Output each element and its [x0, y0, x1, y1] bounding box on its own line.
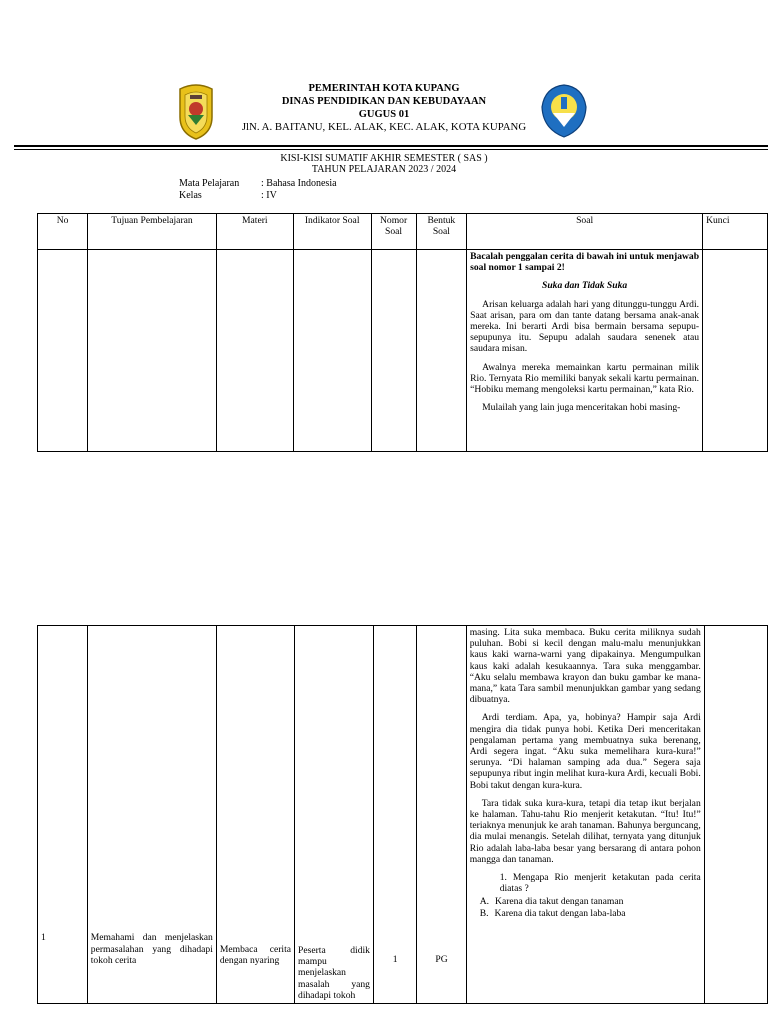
option-b-text: Karena dia takut dengan laba-laba — [494, 907, 626, 919]
header-divider-thick — [14, 145, 768, 147]
header-soal: Soal — [467, 214, 703, 250]
department-name: DINAS PENDIDIKAN DAN KEBUDAYAAN — [281, 96, 487, 107]
option-b-letter: B. — [479, 907, 489, 919]
row-bentuk: PG — [417, 626, 466, 1004]
class-value: : IV — [261, 190, 277, 201]
option-b — [470, 908, 701, 919]
header-tujuan: Tujuan Pembelajaran — [88, 214, 217, 250]
row-materi: Membaca cerita dengan nyaring — [216, 626, 294, 1004]
header-divider-thin — [14, 149, 768, 150]
row-nomor: 1 — [373, 626, 416, 1004]
header-no: No — [38, 214, 88, 250]
header-nomor: Nomor Soal — [371, 214, 416, 250]
grid-table-page-2 — [37, 625, 768, 1004]
header-kunci: Kunci — [703, 214, 768, 250]
title-line-2: TAHUN PELAJARAN 2023 / 2024 — [311, 164, 457, 175]
title-line-1: KISI-KISI SUMATIF AKHIR SEMESTER ( SAS ) — [280, 153, 488, 164]
header-indikator: Indikator Soal — [293, 214, 371, 250]
subject-value: : Bahasa Indonesia — [261, 178, 337, 189]
story-paragraph-1: Arisan keluarga adalah hari yang ditunggu-tunggu Ardi. Saat arisan, para om dan tante datang bersama anak-anak mereka. Ini berarti Ardi bisa bermain bersama sepupu-sepupunya itu. Sepupu adalah saudara senenek atau saudara misan. — [470, 298, 700, 355]
story-paragraph-6: Tara tidak suka kura-kura, tetapi dia tetap ikut berjalan ke halaman. Tahu-tahu Rio menjerit ketakutan. “Itu! Itu!” teriaknya menunjuk ke arah tanaman. Bahunya berguncang, dia mulai menangis. Setelah dilihat, ternyata yang ditunjuk Rio adalah laba-laba besar yang bersarang di antara pohon mangga dan tanaman. — [469, 797, 701, 865]
story-paragraph-3: Mulailah yang lain juga menceritakan hobi masing- — [482, 402, 681, 414]
option-a-text: Karena dia takut dengan tanaman — [495, 896, 624, 908]
subject-label: Mata Pelajaran — [179, 178, 240, 189]
row-no: 1 — [38, 626, 88, 1004]
cell-empty — [371, 250, 416, 452]
row-tujuan: Memahami dan menjelaskan permasalahan yang dihadapi tokoh cerita — [87, 626, 216, 1004]
grid-table-page-1 — [37, 213, 768, 452]
story-paragraph-5: Ardi terdiam. Apa, ya, hobinya? Hampir saja Ardi mengira dia tidak punya hobi. Ketika Deri menceritakan pengalaman pertama yang membuatnya suka berenang, Ardi segera ingat. “Aku suka memelihara kura-kura!” serunya. “Di halaman samping ada dua.” Segera saja sepupunya ribut ingin melihat kura-kura Ardi, kecuali Bobi. Bobi takut dengan kura-kura. — [469, 712, 701, 791]
letterhead — [0, 82, 768, 134]
cluster-name: GUGUS 01 — [358, 109, 410, 120]
story-paragraph-4: masing. Lita suka membaca. Buku cerita miliknya sudah puluhan. Bobi si kecil dengan malu-malu menunjukkan kaus kaki warna-warni yang dipakainya. Mengumpulkan kaus kaki adalah kesukaannya. Tara suka menggambar. “Aku selalu membawa krayon dan buku gambar ke mana-mana,” kata Tara sambil menunjukkan gambar yang sedang dibuatnya. — [469, 627, 701, 706]
reading-instruction: Bacalah penggalan cerita di bawah ini untuk menjawab soal nomor 1 sampai 2! — [470, 251, 700, 274]
cell-empty — [88, 250, 217, 452]
header-bentuk: Bentuk Soal — [416, 214, 467, 250]
cell-empty — [293, 250, 371, 452]
gov-name: PEMERINTAH KOTA KUPANG — [308, 83, 460, 94]
kunci-cell-empty — [703, 250, 768, 452]
kunci-cell-empty — [704, 626, 767, 1004]
document-title — [0, 153, 768, 175]
option-a — [470, 896, 701, 907]
cell-empty — [38, 250, 88, 452]
question-1: 1. Mengapa Rio menjerit ketakutan pada cerita diatas ? — [499, 872, 701, 895]
cell-empty — [416, 250, 467, 452]
soal-cell-page-1 — [467, 250, 703, 452]
story-paragraph-2: Awalnya mereka memainkan kartu permainan milik Rio. Ternyata Rio memiliki banyak sekali kartu permainan. “Hobiku memang mengoleksi kartu permainan,” kata Rio. — [470, 361, 700, 396]
option-a-letter: A. — [479, 896, 490, 908]
row-indikator: Peserta didik mampu menjelaskan masalah yang dihadapi tokoh — [295, 626, 374, 1004]
header-materi: Materi — [216, 214, 293, 250]
soal-cell-page-2 — [466, 626, 704, 1004]
class-label: Kelas — [179, 190, 202, 201]
story-title: Suka dan Tidak Suka — [541, 280, 628, 292]
cell-empty — [216, 250, 293, 452]
address: JlN. A. BAITANU, KEL. ALAK, KEC. ALAK, KOTA KUPANG — [241, 121, 527, 133]
